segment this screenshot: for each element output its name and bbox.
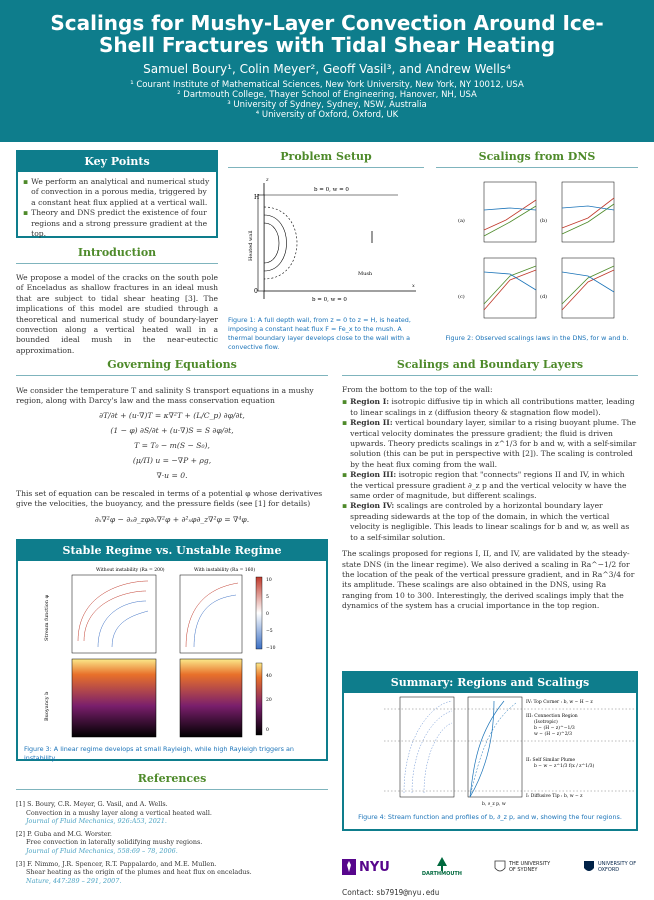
buoyancy-stable <box>72 659 156 737</box>
svg-text:0: 0 <box>254 288 258 295</box>
svg-text:(d): (d) <box>540 294 548 300</box>
poster-title: Scalings for Mushy-Layer Convection Around Ice-Shell Fractures with Tidal Shear Heating <box>50 11 604 57</box>
svg-text:w ∼ (H − z)^2/3: w ∼ (H − z)^2/3 <box>534 732 572 737</box>
summary-title: Summary: Regions and Scalings <box>344 673 636 693</box>
sydney-logo: THE UNIVERSITY OF SYDNEY <box>494 860 551 874</box>
svg-text:−5: −5 <box>266 629 273 634</box>
svg-text:b, ∂_z p, w: b, ∂_z p, w <box>482 802 506 807</box>
svg-text:0: 0 <box>266 728 269 733</box>
scalings-bl-conclusion: The scalings proposed for regions I, II, and IV, are validated by the steady-state DNS (in the linear regime). We also derived a scaling in Ra^−1/2 for the location of the peak of the vertical pressure gradient, and in Ra^3/4 for its amplitude. These scalings are also obtained in the DNS, using Ra ranging from 10 to 300. Interestingly, the derived scalings imply that the dynamics of the system has a crucial importance in the top region. <box>342 549 635 611</box>
introduction-text: We propose a model of the cracks on the south pole of Enceladus as shallow fractures in an ideal mush that are subject to tidal shear heating [3]. The implications of this model are studied through a theoretical and numerical study of boundary-layer convection along a vertical heated wall in a bounded ideal mush in the near-eutectic approximation. <box>16 273 218 355</box>
stream-function-unstable <box>180 575 242 653</box>
key-points-box <box>16 150 218 238</box>
svg-text:0: 0 <box>266 612 269 617</box>
svg-text:(Isotropic): (Isotropic) <box>534 720 558 725</box>
equation: ∂T/∂t + (u·∇)T = κ∇²T + (L/C_p) ∂φ/∂t, <box>99 410 245 420</box>
svg-text:(b): (b) <box>540 218 548 224</box>
svg-text:x: x <box>412 283 415 289</box>
key-point: ▪ Theory and DNS predict the existence of four regions and a strong pressure gradient at the top. <box>23 208 208 239</box>
region-item: ▪ Region II: vertical boundary layer, similar to a rising buoyant plume. The vertical velocity dominates the pressure gradient; the fluid is driven upwards. Theory predicts scalings in z^1/3 for b and w, with a self-similar solution (this can be put in perspective with [2]). The scaling is controled by the heat flux coming from the wall. <box>342 418 637 469</box>
summary-figure <box>344 693 636 809</box>
scalings-dns-title: Scalings from DNS <box>478 150 596 163</box>
colorbar-buoyancy <box>256 663 262 735</box>
region-item: ▪ Region I: isotropic diffusive tip in which all contributions matter, leading to linear scalings in z (diffusion theory & stagnation flow model). <box>342 397 635 417</box>
stream-function-stable <box>72 575 156 653</box>
governing-intro: We consider the temperature T and salinity S transport equations in a mushy region, along with Darcy's law and the mass conservation equation <box>16 386 314 406</box>
svg-text:40: 40 <box>266 674 272 679</box>
region-item: ▪ Region III: isotropic region that "connects" regions II and IV, in which the vertical pressure gradient ∂_z p and the vertical velocity w have the same order of magnitude, but different scalings. <box>342 470 627 501</box>
svg-text:With instability (Ra = 160): With instability (Ra = 160) <box>194 568 256 573</box>
contact-email[interactable]: sb7919@nyu.edu <box>376 888 440 897</box>
svg-text:−10: −10 <box>266 646 276 651</box>
summary-box <box>342 671 638 831</box>
figure-3-caption: Figure 3: A linear regime develops at small Rayleigh, while high Rayleigh triggers an instability. <box>24 745 294 762</box>
nyu-logo: NYU <box>342 859 390 875</box>
contact: Contact: sb7919@nyu.edu <box>342 888 440 897</box>
governing-equations-section <box>16 358 328 525</box>
logos-row <box>342 850 638 884</box>
introduction-title: Introduction <box>77 246 157 259</box>
svg-text:Buoyancy b: Buoyancy b <box>44 691 50 721</box>
svg-text:Without instability (Ra = 200): Without instability (Ra = 200) <box>96 568 165 573</box>
svg-text:10: 10 <box>266 578 272 583</box>
dartmouth-logo: DARTHMOUTH <box>422 857 462 877</box>
svg-text:b ∼ (H − z)^−1/3: b ∼ (H − z)^−1/3 <box>534 726 575 731</box>
governing-outro: This set of equation can be rescaled in terms of a potential φ whose derivatives give the velocities, the buoyancy, and the pressure fields (see [1] for details) <box>16 488 323 509</box>
svg-text:III: Connection Region: III: Connection Region <box>526 714 578 719</box>
key-point: ▪ We perform an analytical and numerical study of convection in a porous media, triggered by a constant heat flux applied at a vertical wall. <box>23 177 210 207</box>
oxford-logo: UNIVERSITY OF OXFORD <box>583 860 638 874</box>
scalings-bl-intro: From the bottom to the top of the wall: <box>342 385 493 394</box>
summary-profile-plot <box>468 697 522 797</box>
summary-stream-plot <box>400 697 454 797</box>
reference-item: [2] P. Guba and M.G. Worster. Free convection in laterally solidifying mushy regions. Journal of Fluid Mechanics, 558:69 – 78, 2006. <box>16 829 203 855</box>
authors: Samuel Boury¹, Colin Meyer², Geoff Vasil³, and Andrew Wells⁴ <box>143 62 511 76</box>
dartmouth-pine-icon <box>436 857 448 871</box>
final-equation: ∂ₓ∇²φ − ∂ₓ∂_zφ∂ₓ∇²φ + ∂²ₓφ∂_z∇²φ = ∇⁴φ. <box>94 514 250 524</box>
svg-text:5: 5 <box>266 595 269 600</box>
governing-title: Governing Equations <box>107 358 237 371</box>
svg-text:Heated wall: Heated wall <box>248 230 254 261</box>
svg-text:Stream function φ: Stream function φ <box>44 594 50 641</box>
svg-text:b = 0, w = 0: b = 0, w = 0 <box>314 187 349 193</box>
oxford-crest-icon <box>583 860 595 874</box>
svg-text:z: z <box>266 177 269 183</box>
introduction-section <box>16 246 218 356</box>
setup-diagram <box>228 171 424 306</box>
scalings-bl-title: Scalings and Boundary Layers <box>396 358 584 371</box>
svg-text:IV: Top Corner : b, w ∼ H − z: IV: Top Corner : b, w ∼ H − z <box>526 700 593 705</box>
scalings-bl-section <box>342 358 638 612</box>
references-section <box>16 772 328 889</box>
svg-text:20: 20 <box>266 698 272 703</box>
svg-text:I: Diffusive Tip : b, w ∼ z: I: Diffusive Tip : b, w ∼ z <box>526 794 583 799</box>
svg-text:(c): (c) <box>458 294 465 300</box>
nyu-torch-icon <box>342 859 356 875</box>
key-points-title: Key Points <box>18 152 216 172</box>
header <box>0 0 654 142</box>
buoyancy-unstable <box>180 659 242 737</box>
figure-2-caption: Figure 2: Observed scalings laws in the DNS, for w and b. <box>445 334 629 342</box>
affiliations <box>0 80 654 120</box>
stable-unstable-title: Stable Regime vs. Unstable Regime <box>18 541 326 561</box>
reference-item: [1] S. Boury, C.R. Meyer, G. Vasil, and A. Wells. Convection in a mushy layer along a vertical heated wall. Journal of Fluid Mechanics, 926:A53, 2021. <box>16 800 212 826</box>
regime-comparison-figure <box>18 561 326 741</box>
affiliation: ³ University of Sydney, Sydney, NSW, Australia <box>227 100 427 110</box>
svg-text:H: H <box>254 194 260 201</box>
region-item: ▪ Region IV: scalings are controled by a horizontal boundary layer spreading sidewards at the top of the domain, in which the vertical velocity is negligible. This leads to linear scalings for b and w, as well as to a self-similar solution. <box>342 501 630 542</box>
affiliation: ¹ Courant Institute of Mathematical Sciences, New York University, New York, NY 10012, USA <box>130 80 524 90</box>
figure-1-caption: Figure 1: A full depth wall, from z = 0 to z = H, is heated, imposing a constant heat flux F = Fe_x to the mush. A thermal boundary layer develops close to the wall with a convective flow. <box>228 316 411 351</box>
affiliation: ² Dartmouth College, Thayer School of Engineering, Hanover, NH, USA <box>177 90 477 100</box>
figure-4-caption: Figure 4: Stream function and profiles of b, ∂_z p, and w, showing the four regions. <box>358 813 622 821</box>
svg-text:II: Self Similar Plume: II: Self Similar Plume <box>526 758 576 763</box>
equation: T = T₀ − m(S − S₀), <box>134 440 210 450</box>
equation: (1 − φ) ∂S/∂t + (u·∇)S = S ∂φ/∂t, <box>110 425 234 435</box>
problem-setup-section <box>228 150 424 352</box>
problem-setup-title: Problem Setup <box>280 150 372 163</box>
svg-text:b ∼ w ∼ z^1/3 f(x / z^1/3): b ∼ w ∼ z^1/3 f(x / z^1/3) <box>534 764 595 769</box>
stable-unstable-box <box>16 539 328 761</box>
equation: (μ/Π) u = −∇P + ρg, <box>132 455 212 465</box>
sydney-crest-icon <box>494 860 506 874</box>
svg-text:b = 0, w = 0: b = 0, w = 0 <box>312 297 347 303</box>
equation: ∇·u = 0. <box>156 470 188 480</box>
reference-item: [3] F. Nimmo, J.R. Spencer, R.T. Pappalardo, and M.E. Mullen. Shear heating as the origin of the plumes and heat flux on enceladus. Nature, 447:289 – 291, 2007. <box>16 859 252 885</box>
svg-text:(a): (a) <box>458 218 465 224</box>
affiliation: ⁴ University of Oxford, Oxford, UK <box>255 110 399 120</box>
heated-wall <box>258 195 264 291</box>
references-title: References <box>137 772 207 785</box>
colorbar-stream <box>256 577 262 649</box>
scalings-dns-section <box>436 150 638 343</box>
svg-text:Mush: Mush <box>358 271 373 277</box>
dns-scaling-plots <box>436 170 638 324</box>
